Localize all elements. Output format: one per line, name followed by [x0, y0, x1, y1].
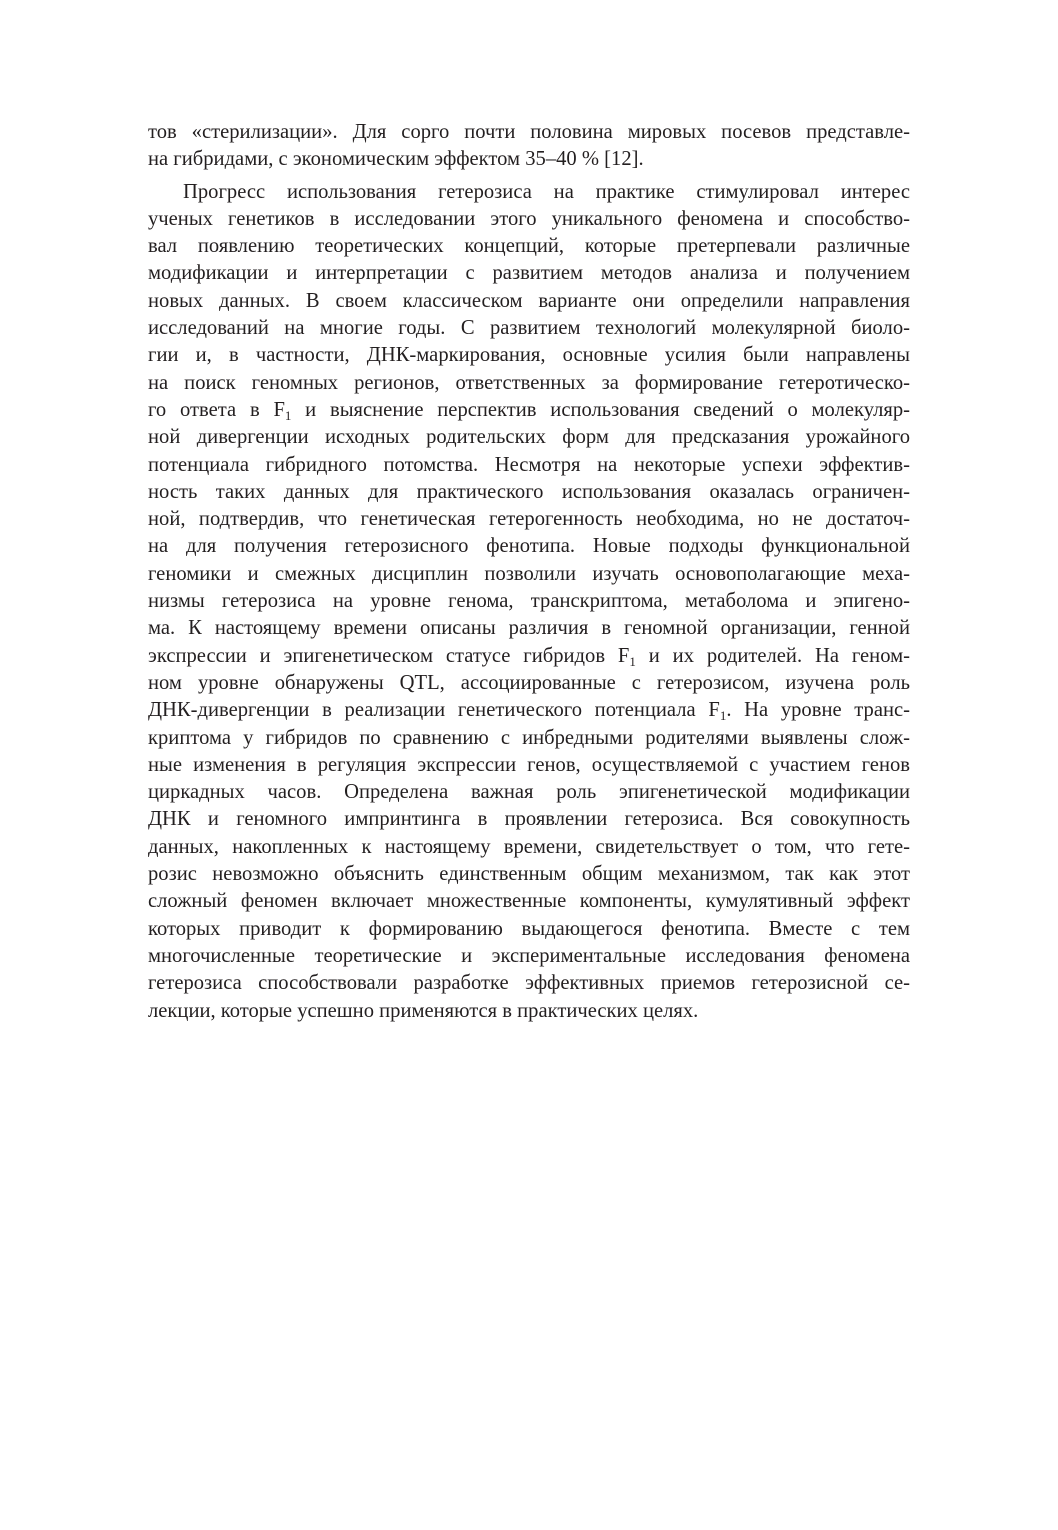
text-line: розис невозможно объяснить единственным общим механизмом, так как этот: [148, 863, 910, 886]
text-line: новых данных. В своем классическом варианте они определили направления: [148, 289, 910, 312]
text-line: многочисленные теоретические и экспериментальные исследования феномена: [148, 944, 910, 967]
text-line: ДНК и геномного импринтинга в проявлении гетерозиса. Вся совокупность: [148, 808, 910, 831]
text-line: вал появлению теоретических концепций, которые претерпевали различные: [148, 235, 910, 258]
line-text: экспрессии и эпигенетическом статусе гибридов F: [148, 644, 630, 667]
text-line: которых приводит к формированию выдающегося фенотипа. Вместе с тем: [148, 917, 910, 940]
text-line: [148, 397, 910, 424]
text-line: гии и, в частности, ДНК-маркирования, основные усилия были направлены: [148, 344, 910, 367]
text-line: исследований на многие годы. С развитием технологий молекулярной биоло-: [148, 317, 910, 340]
subscript: 1: [629, 653, 636, 669]
text-line: ма. К настоящему времени описаны различия в геномной организации, генной: [148, 617, 910, 640]
line-text: ДНК-дивергенции в реализации генетического потенциала F: [148, 699, 720, 722]
text-line: сложный феномен включает множественные компоненты, кумулятивный эффект: [148, 890, 910, 913]
text-line: циркадных часов. Определена важная роль эпигенетической модификации: [148, 781, 910, 804]
text-line: на гибридами, с экономическим эффектом 35–40 % [12].: [148, 148, 644, 171]
text-line: ные изменения в регуляция экспрессии генов, осуществляемой с участием генов: [148, 753, 910, 776]
line-text: и их родителей. На геном-: [635, 644, 910, 667]
text-line: на поиск геномных регионов, ответственных за формирование гетеротическо-: [148, 371, 910, 394]
text-line: модификации и интерпретации с развитием методов анализа и получением: [148, 262, 910, 285]
line-text: . На уровне транс-: [726, 699, 911, 722]
text-line: гетерозиса способствовали разработке эффективных приемов гетерозисной се-: [148, 972, 910, 995]
text-line: ном уровне обнаружены QTL, ассоциированные с гетерозисом, изучена роль: [148, 671, 910, 694]
text-line: Прогресс использования гетерозиса на практике стимулировал интерес: [183, 180, 910, 203]
text-line: ной дивергенции исходных родительских форм для предсказания урожайного: [148, 426, 910, 449]
subscript: 1: [719, 708, 727, 724]
text-line: [148, 643, 910, 670]
text-line: тов «стерилизации». Для сорго почти половина мировых посевов представле-: [148, 121, 910, 143]
text-line: ной, подтвердив, что генетическая гетерогенность необходима, но не достаточ-: [148, 508, 910, 531]
text-line: геномики и смежных дисциплин позволили изучать основополагающие меха-: [148, 562, 910, 585]
subscript: 1: [284, 407, 292, 423]
text-line: [148, 697, 910, 724]
line-text: и выяснение перспектив использования сведений о молекуляр-: [291, 398, 910, 421]
text-line: лекции, которые успешно применяются в практических целях.: [148, 999, 699, 1022]
line-text: го ответа в F: [148, 398, 285, 421]
text-line: данных, накопленных к настоящему времени, свидетельствует о том, что гете-: [148, 835, 910, 858]
text-line: потенциала гибридного потомства. Несмотря на некоторые успехи эффектив-: [148, 453, 910, 476]
body-text: [148, 119, 910, 1025]
text-line: на для получения гетерозисного фенотипа. Новые подходы функциональной: [148, 535, 910, 558]
text-line: криптома у гибридов по сравнению с инбредными родителями выявлены слож-: [148, 726, 910, 749]
text-line: ность таких данных для практического использования оказалась ограничен-: [148, 480, 910, 503]
text-line: ученых генетиков в исследовании этого уникального феномена и способство-: [148, 207, 910, 230]
text-line: низмы гетерозиса на уровне генома, транскриптома, метаболома и эпигено-: [148, 590, 910, 613]
